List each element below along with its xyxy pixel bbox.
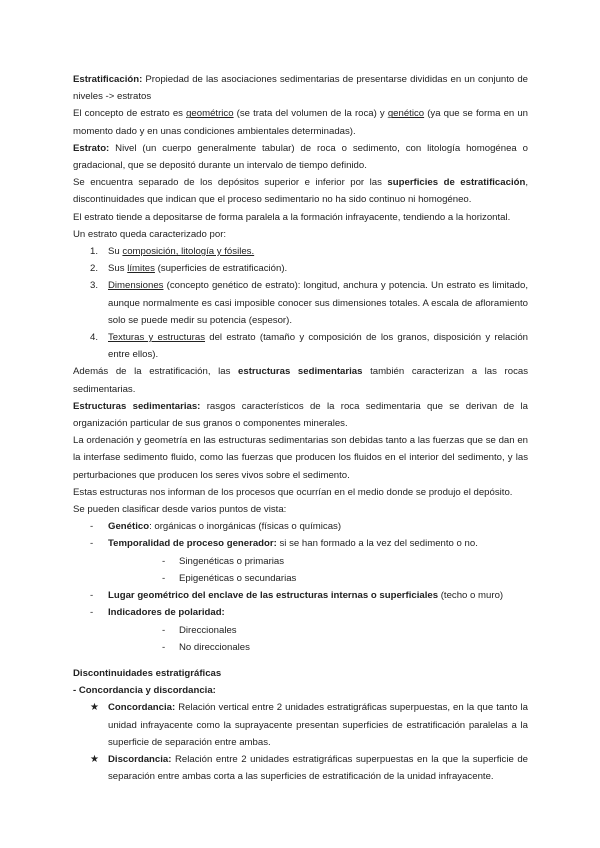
list-underlined: Dimensiones (108, 280, 164, 292)
estructuras-def-term: Estructuras sedimentarias: (73, 400, 201, 412)
genetico-term: Genético (108, 521, 150, 533)
dash-marker: - (162, 641, 166, 653)
estratificacion-definition: Propiedad de las asociaciones sedimentarias de presentarse divididas en un conjunto de niveles -> estratos (73, 74, 528, 103)
concepto-text: (ya que se forma en un momento dado y en unas condiciones ambientales determinadas). (73, 108, 529, 137)
geometrico-term: geométrico (186, 108, 234, 120)
separado-text: , discontinuidades que indican que el proceso sedimentario no ha sido continuo ni homogéneo. (73, 177, 529, 206)
list-number: 1. (90, 246, 99, 258)
separado-text: Se encuentra separado de los depósitos superior e inferior por las (73, 177, 382, 189)
section-gap (73, 656, 528, 665)
tiende-paragraph: El estrato tiende a depositarse de forma paralela a la formación infrayacente, tendiendo a la horizontal. (73, 211, 511, 223)
list-item (73, 604, 528, 656)
list-number: 2. (90, 263, 99, 275)
list-text: Sus (108, 263, 125, 275)
ademas-paragraph (73, 363, 528, 397)
separado-paragraph (73, 174, 528, 208)
informan-paragraph: Estas estructuras nos informan de los procesos que ocurrían en el medio donde se produjo el depósito. (73, 486, 513, 498)
list-text: No direccionales (179, 641, 250, 653)
genetico-text: : orgánicas o inorgánicas (físicas o químicas) (149, 521, 342, 533)
list-text: (concepto genético de estrato): longitud, anchura y potencia. Un estrato es limitado, aunque normalmente es casi imposible conocer sus dimensiones totales. A escala de afloramiento solo se puede medir su potencia (espesor). (108, 280, 528, 326)
section-heading: Discontinuidades estratigráficas (73, 667, 222, 679)
discordancia-text: Relación entre 2 unidades estratigráficas superpuestas en la que la superficie de separación entre ambas corta a las superficies de estratificación de la unidad infrayacente. (108, 753, 528, 783)
list-item (108, 622, 528, 639)
list-item (73, 243, 528, 260)
concordancia-term: Concordancia: (108, 702, 176, 714)
ordenacion-paragraph: La ordenación y geometría en las estructuras sedimentarias son debidas tanto a las fuerzas que se dan en la interfase sedimento fluido, como las fuerzas que producen los fluidos en el interior del sedimento, y las perturbaciones que producen los seres vivos sobre el sedimento. (73, 435, 528, 481)
lugar-text: (techo o muro) (440, 590, 504, 602)
concepto-paragraph (73, 105, 528, 139)
list-number: 4. (90, 332, 99, 344)
list-item (73, 518, 528, 535)
concordancia-text: Relación vertical entre 2 unidades estratigráficas superpuestas, en la que tanto la unidad infrayacente como la suprayacente presentan superficies de estratificación paralelas a la superficie de separación entre ambas. (108, 702, 528, 748)
list-item (73, 751, 528, 785)
ademas-text: también caracterizan a las rocas sedimentarias. (73, 366, 528, 395)
list-text: Su (108, 246, 120, 258)
star-icon: ★ (90, 753, 99, 765)
list-item (73, 277, 528, 329)
genetico-term: genético (387, 108, 425, 120)
estructuras-term: estructuras sedimentarias (238, 366, 363, 378)
ademas-text: Además de la estratificación, las (73, 366, 231, 378)
estrato-term: Estrato: (73, 142, 110, 154)
list-text: Singenéticas o primarias (179, 555, 285, 567)
list-item (73, 587, 528, 604)
list-underlined: Texturas y estructuras (108, 332, 206, 344)
superficies-term: superficies de estratificación (387, 177, 526, 189)
indicadores-sublist (108, 622, 528, 656)
clasificar-paragraph: Se pueden clasificar desde varios puntos de vista: (73, 504, 287, 516)
estrato-definition: Nivel (un cuerpo generalmente tabular) de roca o sedimento, con litología homogénea o gradacional, que se depositó durante un intervalo de tiempo definido. (73, 142, 528, 172)
dash-marker: - (90, 521, 94, 533)
dash-marker: - (162, 555, 166, 567)
discontinuidades-list (73, 699, 528, 785)
list-text: del estrato (tamaño y composición de los granos, disposición y relación entre ellos). (108, 332, 528, 361)
classification-list (73, 518, 528, 656)
list-item (73, 260, 528, 277)
dash-marker: - (162, 624, 166, 636)
list-text: Epigenéticas o secundarias (179, 572, 297, 584)
list-item (73, 699, 528, 751)
list-number: 3. (90, 280, 99, 292)
dash-marker: - (90, 590, 94, 602)
caracterizado-paragraph: Un estrato queda caracterizado por: (73, 228, 227, 240)
subsection-heading: - Concordancia y discordancia: (73, 685, 216, 697)
dash-marker: - (162, 572, 166, 584)
list-item (73, 535, 528, 587)
temporalidad-term: Temporalidad de proceso generador: (108, 538, 277, 550)
list-item (108, 553, 528, 570)
dash-marker: - (90, 538, 94, 550)
estrato-paragraph (73, 140, 528, 174)
document-content (73, 71, 528, 785)
estructuras-definition-paragraph (73, 398, 528, 432)
lugar-term: Lugar geométrico del enclave de las estructuras internas o superficiales (108, 590, 439, 602)
star-icon: ★ (90, 702, 99, 714)
list-item (108, 570, 528, 587)
characteristics-list (73, 243, 528, 363)
concepto-text: El concepto de estrato es (73, 108, 183, 120)
list-item (73, 329, 528, 363)
estratificacion-term: Estratificación: (73, 74, 143, 85)
list-item (108, 639, 528, 656)
temporalidad-text: si se han formado a la vez del sedimento o no. (279, 538, 478, 550)
list-underlined: composición, litología y fósiles. (122, 246, 255, 258)
estratificacion-paragraph (73, 71, 528, 105)
dash-marker: - (90, 607, 94, 619)
concepto-text: (se trata del volumen de la roca) y (236, 108, 385, 120)
temporalidad-sublist (108, 553, 528, 587)
indicadores-term: Indicadores de polaridad: (108, 607, 225, 619)
list-text: (superficies de estratificación). (157, 263, 288, 275)
discordancia-term: Discordancia: (108, 753, 172, 765)
estructuras-def-text: rasgos característicos de la roca sedimentaria que se derivan de la organización particular de sus granos o componentes minerales. (73, 400, 528, 430)
list-text: Direccionales (179, 624, 237, 636)
list-underlined: límites (127, 263, 155, 275)
